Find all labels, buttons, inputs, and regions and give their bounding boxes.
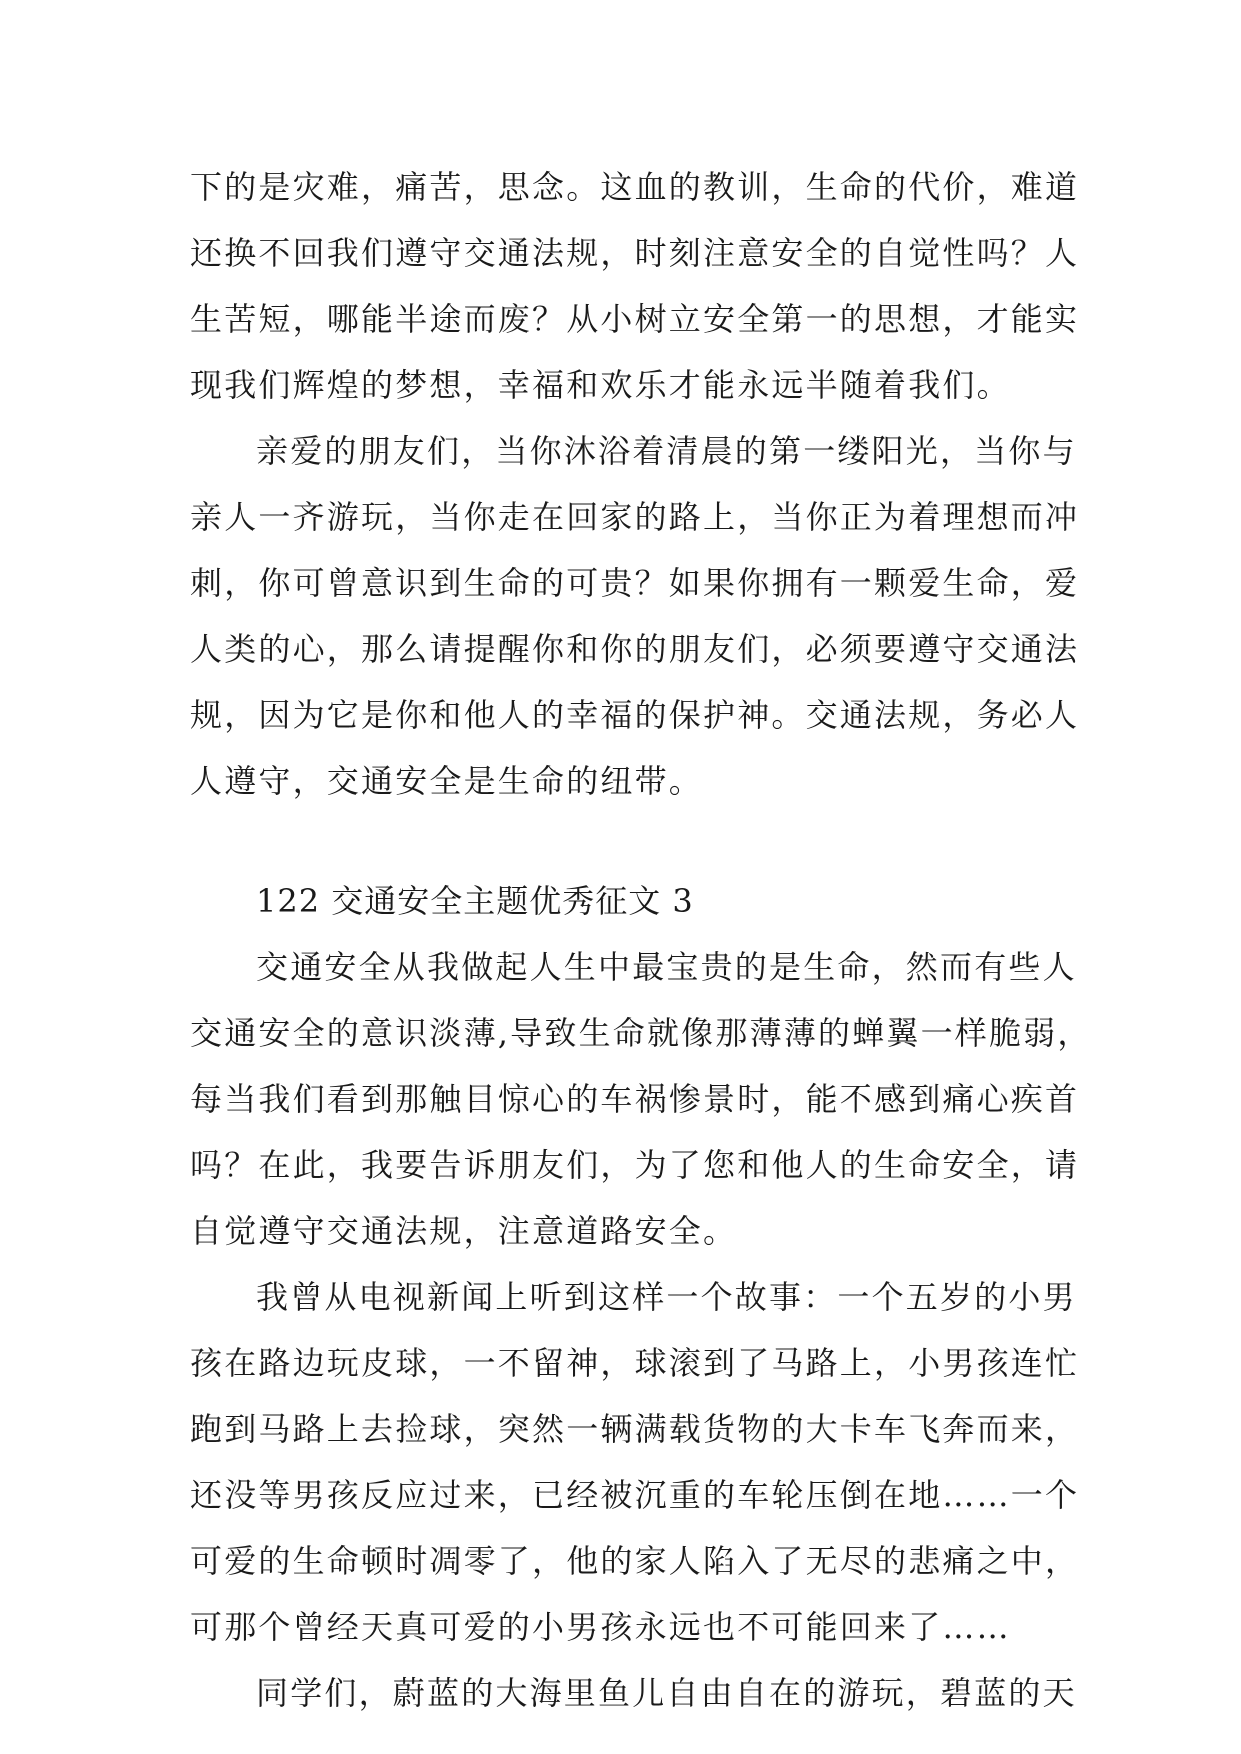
section-heading: 122 交通安全主题优秀征文 3: [256, 882, 694, 920]
paragraph-line: 我曾从电视新闻上听到这样一个故事：一个五岁的小男: [256, 1278, 1077, 1316]
paragraph-line: 人类的心，那么请提醒你和你的朋友们，必须要遵守交通法: [190, 630, 1080, 668]
paragraph-line: 还换不回我们遵守交通法规，时刻注意安全的自觉性吗？人: [190, 234, 1080, 272]
paragraph-line: 可爱的生命顿时凋零了，他的家人陷入了无尽的悲痛之中，: [190, 1542, 1080, 1580]
paragraph-line: 每当我们看到那触目惊心的车祸惨景时，能不感到痛心疾首: [190, 1080, 1080, 1118]
paragraph-line: 跑到马路上去捡球，突然一辆满载货物的大卡车飞奔而来，: [190, 1410, 1080, 1448]
paragraph-line: 自觉遵守交通法规，注意道路安全。: [190, 1212, 738, 1250]
paragraph-line: 孩在路边玩皮球，一不留神，球滚到了马路上，小男孩连忙: [190, 1344, 1080, 1382]
paragraph-line: 人遵守，交通安全是生命的纽带。: [190, 762, 704, 800]
paragraph-line: 生苦短，哪能半途而废？从小树立安全第一的思想，才能实: [190, 300, 1080, 338]
paragraph-line: 吗？在此，我要告诉朋友们，为了您和他人的生命安全，请: [190, 1146, 1080, 1184]
paragraph-line: 同学们，蔚蓝的大海里鱼儿自由自在的游玩，碧蓝的天: [256, 1674, 1077, 1712]
paragraph-line: 交通安全从我做起人生中最宝贵的是生命，然而有些人: [256, 948, 1077, 986]
paragraph-line: 规，因为它是你和他人的幸福的保护神。交通法规，务必人: [190, 696, 1080, 734]
paragraph-line: 刺，你可曾意识到生命的可贵？如果你拥有一颗爱生命，爱: [190, 564, 1080, 602]
paragraph-line: 可那个曾经天真可爱的小男孩永远也不可能回来了……: [190, 1608, 1011, 1646]
paragraph-line: 还没等男孩反应过来，已经被沉重的车轮压倒在地……一个: [190, 1476, 1080, 1514]
paragraph-line: 交通安全的意识淡薄,导致生命就像那薄薄的蝉翼一样脆弱，: [190, 1014, 1092, 1052]
paragraph-line: 下的是灾难，痛苦，思念。这血的教训，生命的代价，难道: [190, 168, 1080, 206]
paragraph-line: 现我们辉煌的梦想，幸福和欢乐才能永远半随着我们。: [190, 366, 1011, 404]
paragraph-line: 亲人一齐游玩，当你走在回家的路上，当你正为着理想而冲: [190, 498, 1080, 536]
paragraph-line: 亲爱的朋友们，当你沐浴着清晨的第一缕阳光，当你与: [256, 432, 1077, 470]
